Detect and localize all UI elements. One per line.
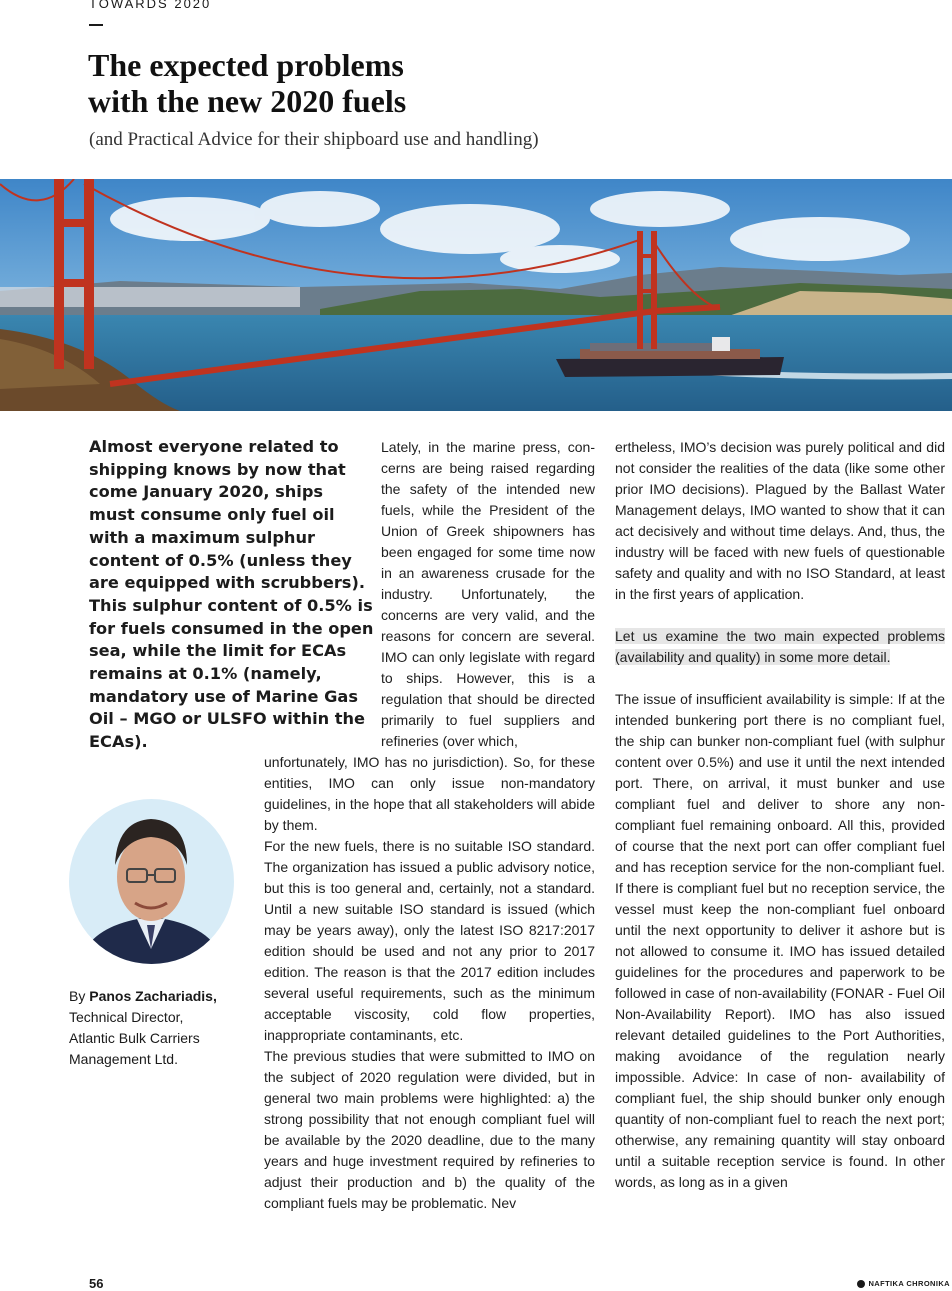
column-1-top bbox=[381, 437, 595, 752]
publication-brand bbox=[857, 1279, 950, 1288]
title-line-2: with the new 2020 fuels bbox=[88, 83, 407, 119]
brand-name: NAFTIKA CHRONIKA bbox=[868, 1279, 950, 1288]
paragraph: For the new fuels, there is no suitable ISO standard. The organization has issued a public advisory notice, but this is too general and, certainly, not a standard. Until a new suitable ISO standard is issued (which may be years away), only the latest ISO 8217:2017 edition should be used and not any prior to 2017 edition. The reason is that the 2017 edition includes several useful requirements, such as the minimum acceptable viscosity, cold flow properties, inappropriate contaminants, etc. bbox=[264, 838, 595, 1043]
lead-paragraph: Almost everyone related to shipping knows by now that come January 2020, ships must consume only fuel oil with a maximum sulphur content of 0.5% (unless they are equipped with scrubbers). This sulphur content of 0.5% is for fuels consumed in the open sea, while the limit for ECAs remains at 0.1% (namely, mandatory use of Marine Gas Oil – MGO or ULSFO within the ECAs). bbox=[89, 437, 374, 752]
section-label: TOWARDS 2020 bbox=[89, 0, 212, 11]
paragraph: The issue of insufficient availability is simple: If at the intended bunkering port there is no compliant fuel, the ship can bunker non-compliant fuel (with sulphur content over 0.5%) and use it until the next intended port. There, on arrival, it must bunker and use compliant fuel and deliver to shore any non-compliant fuel remaining onboard. All this, provided of course that the next port can offer compliant fuel and has reception service for the non-compliant fuel. If there is compliant fuel but no reception service, the vessel must keep the non-compliant fuel onboard until the next opportunity to deliver it ashore but is not allowed to consume it. IMO has issued detailed guidelines for the procedures and paperwork to be followed in case of non-availability (FONAR - Fuel Oil Non-Availability Report). IMO has also issued relevant detailed guidelines to the Port Authorities, making avoidance of the regulation nearly impossible. Advice: In case of non- availability of compliant fuel, the ship should bunker only enough quantity of non-compliant fuel to reach the next port; otherwise, any remaining quantity will stay onboard until a suitable reception service is found. In other words, as long as in a given bbox=[615, 691, 945, 1190]
title-line-1: The expected problems bbox=[88, 47, 404, 83]
paragraph: unfortunately, IMO has no jurisdiction). So, for these entities, IMO can only issue non-mandatory guidelines, in the hope that all stakeholders will abide by them. bbox=[264, 754, 595, 833]
brand-logo-icon bbox=[857, 1280, 865, 1288]
author-name-line: By Panos Zachariadis, bbox=[69, 988, 217, 1004]
golden-gate-bridge-photo bbox=[0, 179, 952, 411]
article-subtitle: (and Practical Advice for their shipboard use and handling) bbox=[89, 129, 539, 150]
paragraph: ertheless, IMO’s decision was purely political and did not consider the realities of the data (like some other prior IMO decisions). Plagued by the Ballast Water Management delays, IMO wanted to show that it can act decisively and without time delays. And, thus, the industry will be faced with new fuels of questionable safety and quality and with no ISO Standard, at least in the first years of application. bbox=[615, 439, 945, 602]
highlight-text: Let us examine the two main expected problems (availability and quality) in some more detail. bbox=[615, 628, 945, 665]
column-2 bbox=[615, 437, 945, 1193]
author-company-line-1: Atlantic Bulk Carriers bbox=[69, 1030, 200, 1046]
highlighted-paragraph bbox=[615, 626, 945, 668]
author-byline bbox=[69, 986, 254, 1070]
paragraph: Lately, in the marine press, concerns are being raised regarding the safety of the intended new fuels, while the President of the Union of Greek shipowners has been engaged for some time now in an awareness crusade for the industry. Unfortunately, the concerns are very valid, and the reasons for concern are several. IMO can only legislate with regard to ships. However, this is a regulation that should be directed primarily to fuel suppliers and refineries (over which, bbox=[381, 439, 595, 749]
column-1-bottom bbox=[264, 752, 595, 1214]
paragraph: The previous studies that were submitted to IMO on the subject of 2020 regulation were divided, but in general two main problems were highlighted: a) the strong possibility that not enough compliant fuel will be available by the 2020 deadline, due to the many years and huge investment required by refineries to adjust their production and b) the quality of the compliant fuels may be problematic. Nev bbox=[264, 1048, 595, 1211]
author-company-line-2: Management Ltd. bbox=[69, 1051, 178, 1067]
author-name: Panos Zachariadis, bbox=[89, 988, 217, 1004]
page-number: 56 bbox=[89, 1276, 104, 1291]
author-title: Technical Director, bbox=[69, 1009, 184, 1025]
author-portrait bbox=[69, 799, 234, 964]
article-title bbox=[88, 47, 406, 119]
section-divider bbox=[89, 24, 103, 26]
